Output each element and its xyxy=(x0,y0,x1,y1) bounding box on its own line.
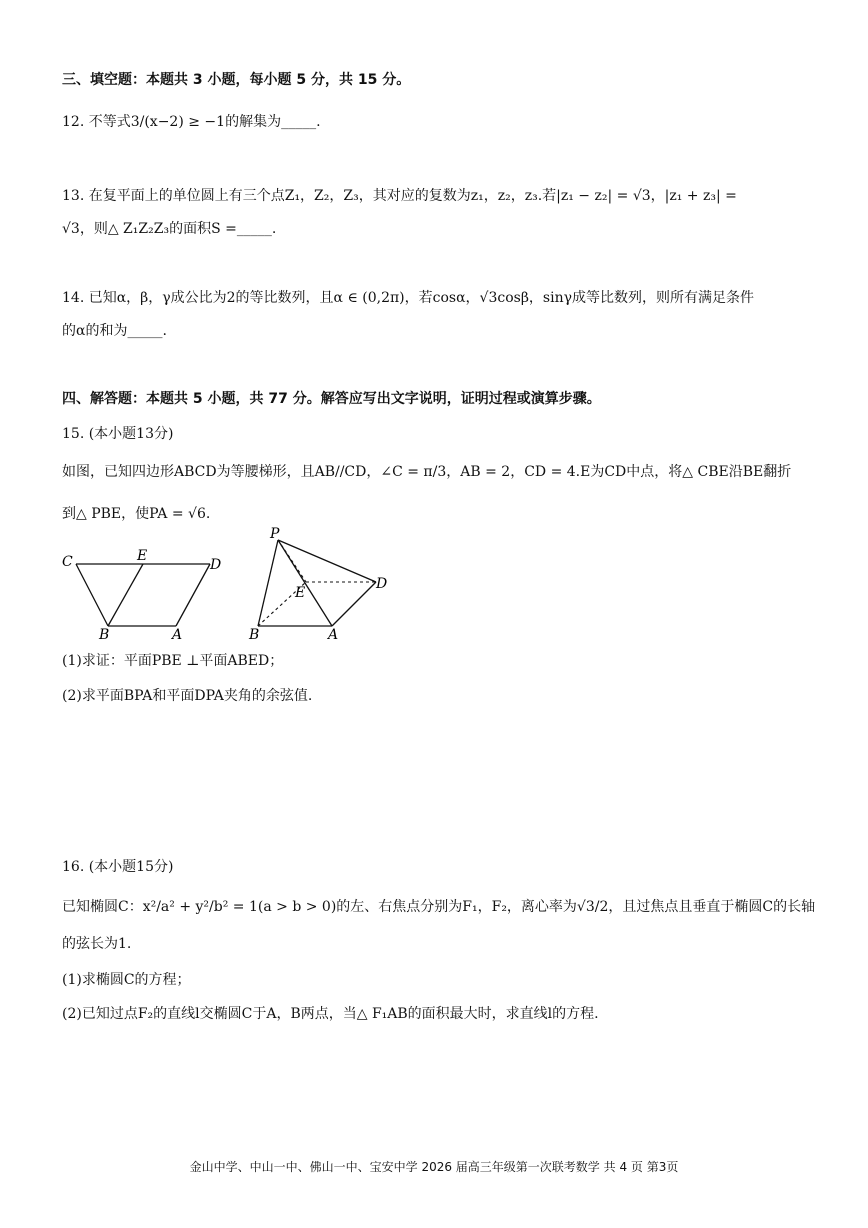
question-15-part2: (2)求平面BPA和平面DPA夹角的余弦值. xyxy=(62,688,313,704)
edge-PD xyxy=(278,540,376,582)
question-13-line2: √3，则△ Z₁Z₂Z₃的面积S =_____. xyxy=(62,221,277,237)
pyramid-figure xyxy=(244,526,394,646)
label-D: D xyxy=(376,576,388,592)
edge-CB xyxy=(76,564,108,626)
label-A: A xyxy=(172,627,183,643)
question-16-part1: (1)求椭圆C的方程； xyxy=(62,972,191,988)
question-16-title: 16. (本小题15分) xyxy=(62,859,174,875)
section3-header: 三、填空题：本题共 3 小题，每小题 5 分，共 15 分。 xyxy=(62,72,411,88)
question-16-line2: 的弦长为1. xyxy=(62,936,132,952)
question-12: 12. 不等式3/(x−2) ≥ −1的解集为_____. xyxy=(62,114,321,130)
edge-BE xyxy=(108,564,143,626)
question-15-line2: 到△ PBE，使PA = √6. xyxy=(62,506,211,522)
question-14-line1: 14. 已知α，β，γ成公比为2的等比数列，且α ∈ (0,2π)，若cosα，√3cosβ，sinγ成等比数列，则所有满足条件 xyxy=(62,290,754,306)
label-D: D xyxy=(210,557,222,573)
question-13-line1: 13. 在复平面上的单位圆上有三个点Z₁，Z₂，Z₃，其对应的复数为z₁，z₂，z₃.若|z₁ − z₂| = √3，|z₁ + z₃| = xyxy=(62,188,737,204)
question-15-title: 15. (本小题13分) xyxy=(62,426,174,442)
question-16-part2: (2)已知过点F₂的直线l交椭圆C于A，B两点，当△ F₁AB的面积最大时，求直线l的方程. xyxy=(62,1006,599,1022)
label-B: B xyxy=(249,627,260,643)
label-B: B xyxy=(99,627,110,643)
edge-PA xyxy=(278,540,332,626)
edge-PB xyxy=(258,540,278,626)
section4-header: 四、解答题：本题共 5 小题，共 77 分。解答应写出文字说明，证明过程或演算步骤。 xyxy=(62,391,601,407)
label-E: E xyxy=(295,585,306,601)
label-E: E xyxy=(137,548,148,564)
label-P: P xyxy=(270,526,280,542)
question-15-part1: (1)求证：平面PBE ⊥平面ABED； xyxy=(62,653,284,669)
edge-AD xyxy=(332,582,376,626)
label-A: A xyxy=(328,627,339,643)
trapezoid-figure xyxy=(58,540,238,645)
label-C: C xyxy=(62,554,73,570)
question-14-line2: 的α的和为_____. xyxy=(62,323,167,339)
edge-AD xyxy=(176,564,210,626)
page-footer: 金山中学、中山一中、佛山一中、宝安中学 2026 届高三年级第一次联考数学 共 4 页 第3页 xyxy=(189,1160,679,1174)
question-15-line1: 如图，已知四边形ABCD为等腰梯形，且AB//CD，∠C = π/3，AB = 2，CD = 4.E为CD中点，将△ CBE沿BE翻折 xyxy=(62,464,792,480)
question-16-line1: 已知椭圆C：x²/a² + y²/b² = 1(a > b > 0)的左、右焦点分别为F₁，F₂，离心率为√3/2，且过焦点且垂直于椭圆C的长轴 xyxy=(62,899,816,915)
